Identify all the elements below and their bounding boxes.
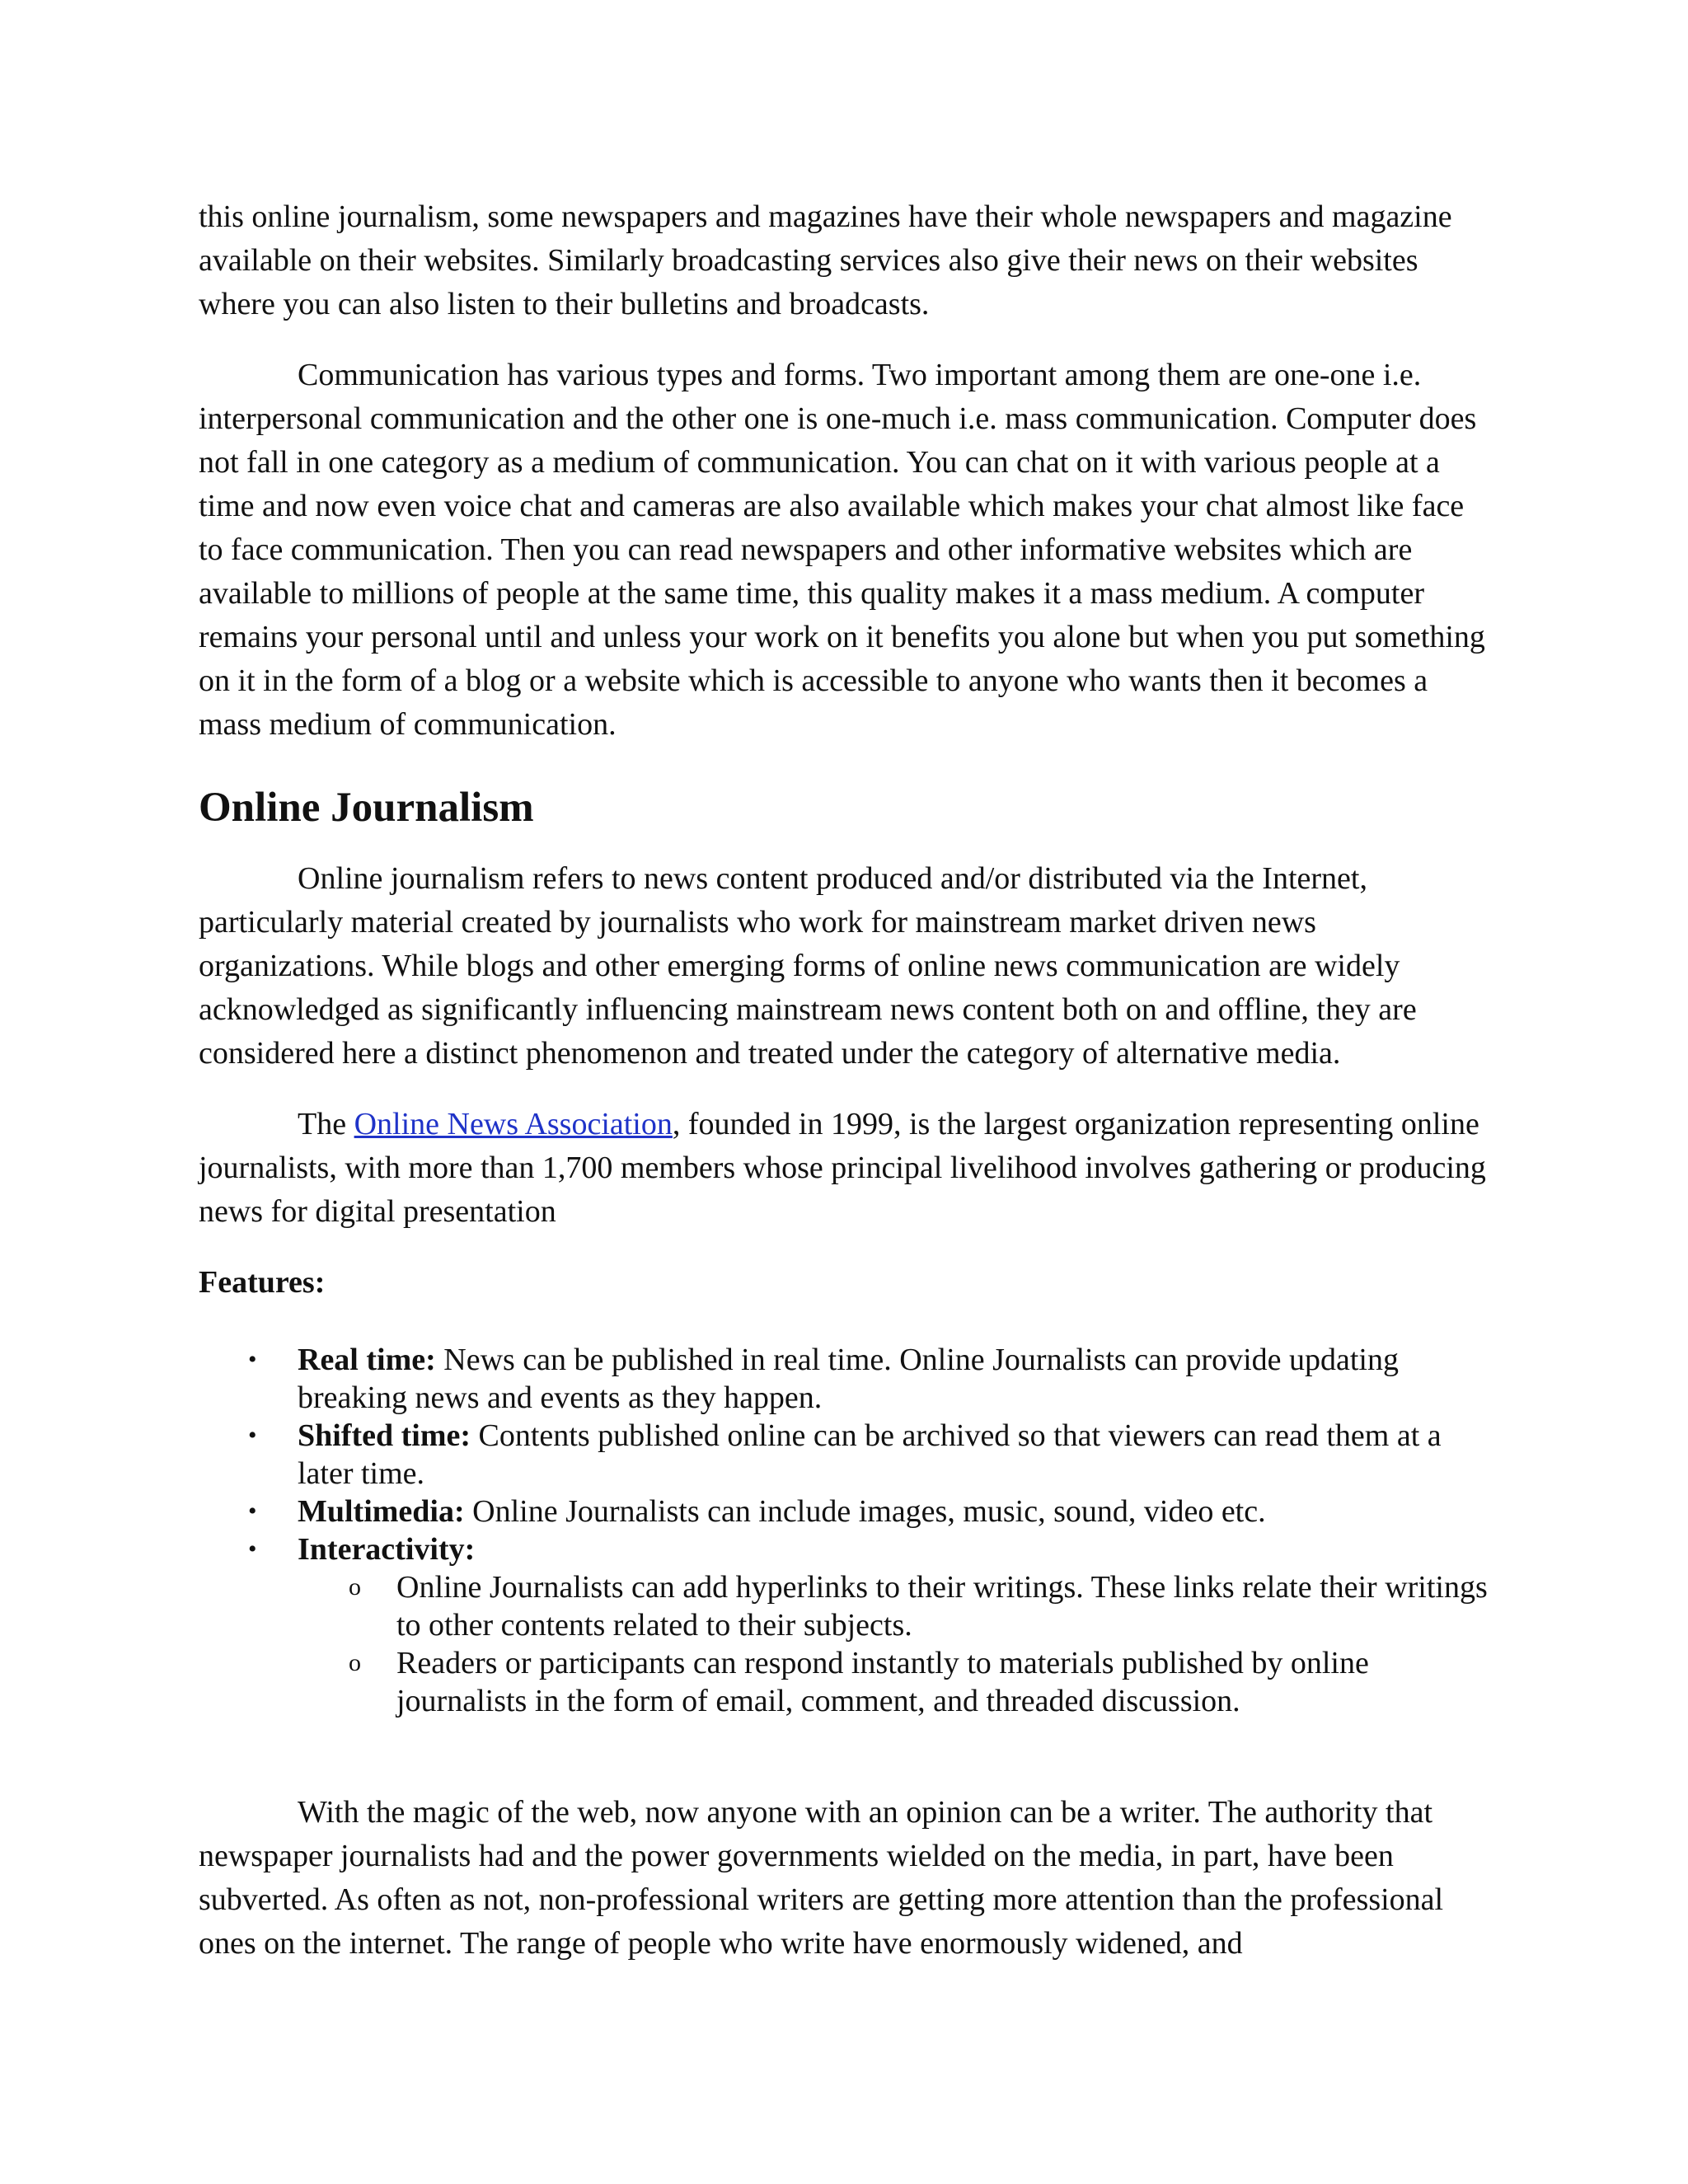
bullet-icon: •: [248, 1497, 257, 1525]
interactivity-sublist: [298, 1568, 1493, 1720]
feature-text: Contents published online can be archived so that viewers can read them at a later time.: [298, 1418, 1442, 1491]
sub-list-item: [298, 1644, 1493, 1720]
bullet-icon: •: [248, 1535, 257, 1563]
intro-paragraph: this online journalism, some newspapers and magazines have their whole newspapers and magazine available on their websites. Similarly broadcasting services also give their news on their websites where you can also listen to their bulletins and broadcasts.: [199, 199, 1452, 321]
feature-item-multimedia: [199, 1493, 1493, 1530]
feature-item-shifted-time: [199, 1417, 1493, 1493]
features-heading: Features:: [199, 1265, 326, 1300]
feature-label: Real time:: [298, 1343, 436, 1377]
ona-text-after: , founded in 1999, is the largest organization representing online journalists, with more than 1,700 members whose principal livelihood involves gathering or producing news for digital presentation: [199, 1107, 1486, 1229]
page-content: [199, 195, 1493, 1966]
ona-paragraph: [199, 1103, 1493, 1234]
feature-item-interactivity: [199, 1530, 1493, 1720]
sub-list-item: [298, 1568, 1493, 1644]
ona-text-before: The: [298, 1107, 354, 1141]
features-list: [199, 1341, 1493, 1720]
feature-label: Multimedia:: [298, 1494, 465, 1529]
communication-paragraph: Communication has various types and forms. Two important among them are one-one i.e. interpersonal communication and the other one is one-much i.e. mass communication. Computer does not fall in one category as a medium of communication. You can chat on it with various people at a time and now even voice chat and cameras are also available which makes your chat almost like face to face communication. Then you can read newspapers and other informative websites which are available to millions of people at the same time, this quality makes it a mass medium. A computer remains your personal until and unless your work on it benefits you alone but when you put something on it in the form of a blog or a website which is accessible to anyone who wants then it becomes a mass medium of communication.: [199, 358, 1485, 742]
feature-item-real-time: [199, 1341, 1493, 1417]
sub-item-text: Readers or participants can respond instantly to materials published by online journalists in the form of email, comment, and threaded discussion.: [396, 1646, 1369, 1718]
feature-label: Shifted time:: [298, 1418, 471, 1453]
sub-bullet-icon: o: [349, 1649, 361, 1676]
bullet-icon: •: [248, 1422, 257, 1449]
online-news-association-link[interactable]: Online News Association: [354, 1107, 673, 1141]
sub-bullet-icon: o: [349, 1573, 361, 1601]
section-heading: Online Journalism: [199, 785, 534, 831]
closing-paragraph: With the magic of the web, now anyone with an opinion can be a writer. The authority that newspaper journalists had and the power governments wielded on the media, in part, have been subverted. As often as not, non-professional writers are getting more attention than the professional ones on the internet. The range of people who write have enormously widened, and: [199, 1795, 1444, 1961]
feature-text: Online Journalists can include images, music, sound, video etc.: [464, 1494, 1266, 1529]
bullet-icon: •: [248, 1346, 257, 1373]
feature-text: News can be published in real time. Online Journalists can provide updating breaking news and events as they happen.: [298, 1343, 1399, 1415]
definition-paragraph: Online journalism refers to news content produced and/or distributed via the Internet, particularly material created by journalists who work for mainstream market driven news organizations. While blogs and other emerging forms of online news communication are widely acknowledged as significantly influencing mainstream news content both on and offline, they are considered here a distinct phenomenon and treated under the category of alternative media.: [199, 861, 1417, 1071]
sub-item-text: Online Journalists can add hyperlinks to their writings. These links relate their writings to other contents related to their subjects.: [396, 1570, 1488, 1643]
feature-label: Interactivity:: [298, 1532, 476, 1567]
